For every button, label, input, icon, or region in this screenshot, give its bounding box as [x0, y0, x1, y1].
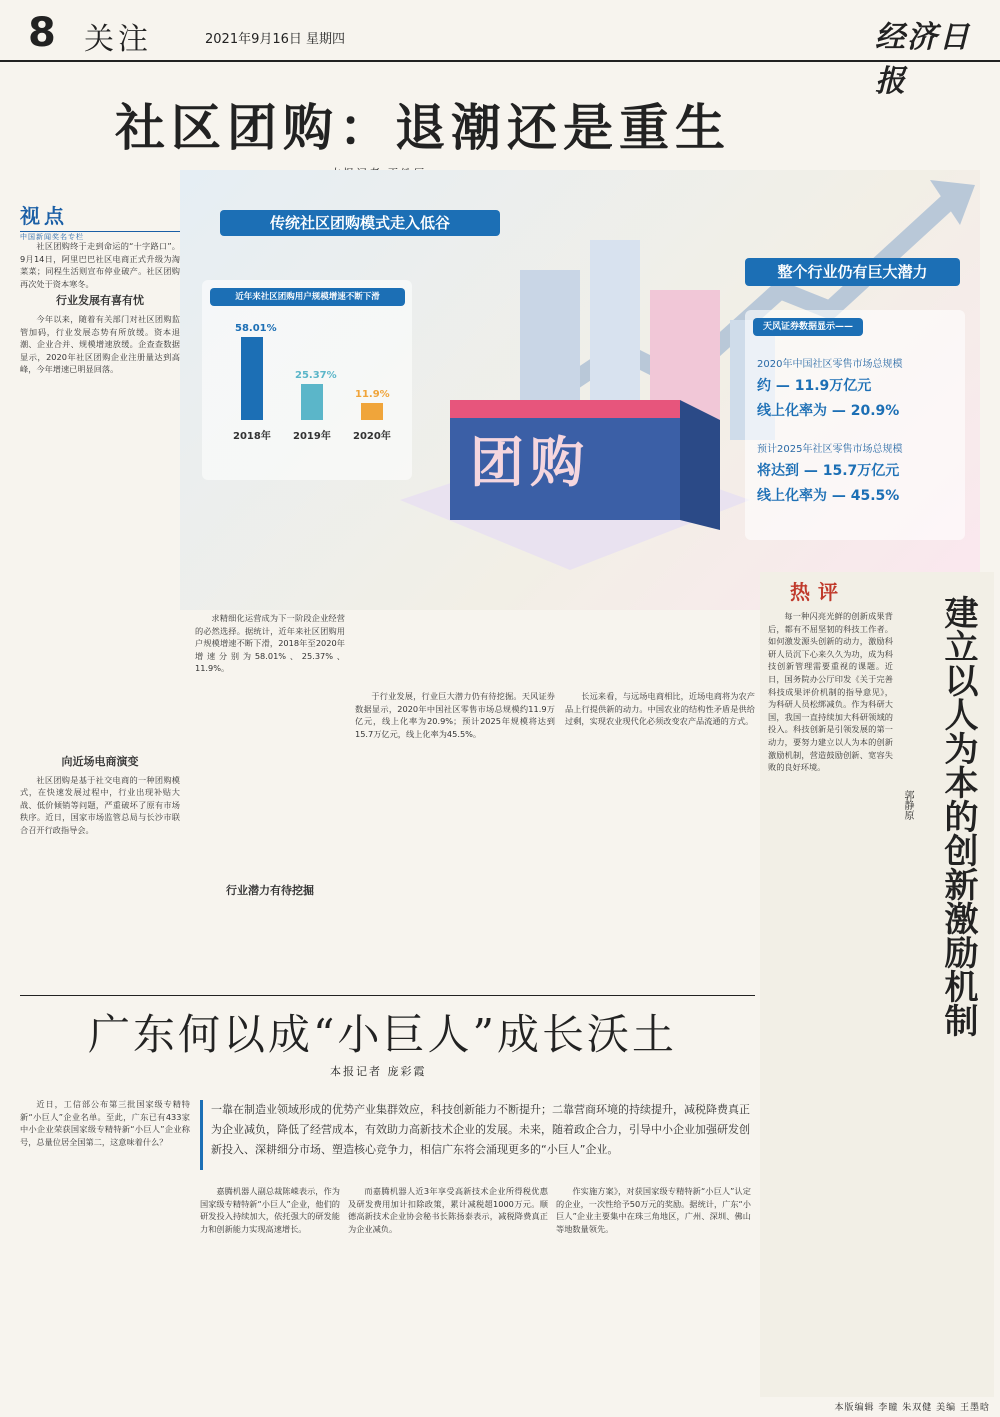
- comment-author: 郭静原: [902, 790, 913, 820]
- article1-col2-text: 求精细化运营成为下一阶段企业经营的必然选择。据统计，近年来社区团购用户规模增速不断下滑，2018年至2020年增速分别为58.01%、25.37%、11.9%。: [195, 613, 345, 674]
- chart-value-label: 11.9%: [355, 389, 390, 400]
- article2-col4-text: 作实施方案》，对获国家级专精特新“小巨人”认定的企业，一次性给予50万元的奖励。据统计，广东“小巨人”企业主要集中在珠三角地区，广州、深圳、佛山等地数量领先。: [556, 1186, 751, 1234]
- chart-category-label: 2019年: [293, 431, 331, 442]
- article1-column4: [565, 690, 755, 990]
- chart-value-label: 25.37%: [295, 369, 337, 381]
- article2-headline: 广东何以成“小巨人”成长沃土: [88, 1010, 677, 1059]
- article2-summary: 一靠在制造业领域形成的优势产业集群效应，科技创新能力不断提升；二靠营商环境的持续提升，减税降费真正为企业减负，降低了经营成本，有效助力高新技术企业的发展。未来，随着政企合力，引导中小企业加强研发创新投入、深耕细分市场、塑造核心竞争力，相信广东将会涌现更多的“小巨人”企业。: [200, 1100, 755, 1170]
- viewpoint-subtitle: 中国新闻奖名专栏: [20, 231, 180, 242]
- chart-value-label: 58.01%: [235, 323, 277, 335]
- viewpoint-title: 视点: [20, 204, 68, 228]
- article2-col3-text: 而嘉腾机器人近3年享受高新技术企业所得税优惠及研发费用加计扣除政策，累计减税超1000万元。顺德高新技术企业协会秘书长陈扬泰表示，减税降费真正为企业减负。: [348, 1186, 548, 1234]
- store-sign: 团购: [470, 431, 590, 494]
- article2-col2-text: 嘉腾机器人副总裁陈嵘表示，作为国家级专精特新“小巨人”企业，他们的研发投入持续加大，依托强大的研发能力和创新能力实现高速增长。: [200, 1186, 340, 1234]
- stat-2025-title: 预计2025年社区零售市场总规模: [757, 444, 903, 455]
- article1-col4-text: 长远来看，与远场电商相比，近场电商将为农产品上行提供新的动力。中国农业的结构性矛盾是供给过剩，实现农业现代化必须改变农产品流通的方式。: [565, 691, 755, 727]
- stat-2020-title: 2020年中国社区零售市场总规模: [757, 359, 903, 370]
- article1-column3: [355, 690, 555, 990]
- banner-potential: 整个行业仍有巨大潜力: [745, 258, 960, 286]
- chart-category-label: 2020年: [353, 431, 391, 442]
- comment-label: 热评: [790, 580, 846, 604]
- article1-subhead2: 向近场电商演变: [61, 754, 139, 768]
- article1-column2: [195, 612, 345, 942]
- article2-column1: [20, 1098, 190, 1398]
- chart-category-label: 2018年: [233, 431, 271, 442]
- comment-body: 每一种闪亮光鲜的创新成果背后，都有不屈坚韧的科技工作者。如何激发源头创新的动力，激励科研人员沉下心来久久为功，成为科技创新管理需要重视的课题。近日，国务院办公厅印发《关于完善科技成果评价机制的指导意见》，为科研人员松绑减负。作为科研大国，我国一直持续加大科研领域的投入。科技创新是引领发展的第一动力，要努力建立以人为本的创新激励机制，营造鼓励创新、宽容失败的良好环境。: [768, 611, 893, 773]
- stat-2020-online: 线上化率为 — 20.9%: [757, 403, 900, 419]
- article1-col3-text: 于行业发展，行业巨大潜力仍有待挖掘。天风证券数据显示，2020年中国社区零售市场总规模约11.9万亿元，线上化率为20.9%；预计2025年规模将达到15.7万亿元，线上化率为45.5%。: [355, 691, 555, 739]
- stat-2020-size: 约 — 11.9万亿元: [757, 378, 872, 394]
- comment-headline: 建立以人为本的创新激励机制: [938, 595, 978, 1037]
- article1-text1: 今年以来，随着有关部门对社区团购监管加码，行业发展态势有所放缓。资本退潮、企业合并、规模增速放缓。企查查数据显示，2020年社区团购企业注册量达到高峰，今年增速已明显回落。: [20, 313, 180, 375]
- chart-bar: [301, 384, 323, 420]
- article1-headline: 社区团购：退潮还是重生: [115, 99, 731, 157]
- article2-column3: [348, 1185, 548, 1400]
- infographic: [180, 170, 980, 610]
- chart-title: 近年来社区团购用户规模增速不断下滑: [210, 288, 405, 306]
- issue-date: 2021年9月16日 星期四: [205, 32, 346, 47]
- page-number: 8: [28, 10, 56, 56]
- article1-column1: [20, 240, 180, 995]
- market-stats-panel: [745, 310, 965, 540]
- growth-chart: [202, 280, 412, 480]
- article1-subhead1: 行业发展有喜有忧: [56, 294, 144, 308]
- banner-low-tide: 传统社区团购模式走入低谷: [220, 210, 500, 236]
- viewpoint-label: [20, 200, 180, 241]
- article-divider: [20, 995, 755, 996]
- stat-2025-online: 线上化率为 — 45.5%: [757, 488, 900, 504]
- comment-text-upper: [768, 610, 893, 1090]
- article1-col2-subhead: 行业潜力有待挖掘: [226, 883, 314, 897]
- stat-2025-size: 将达到 — 15.7万亿元: [757, 463, 900, 479]
- chart-plot-area: [222, 320, 402, 450]
- page-editors: 本版编辑 李瞳 朱双健 美编 王墨晗: [834, 1403, 990, 1413]
- article2-column4: [556, 1185, 751, 1400]
- article2-column2: [200, 1185, 340, 1400]
- article2-col1-text: 近日，工信部公布第三批国家级专精特新“小巨人”企业名单。至此，广东已有433家中小企业荣获国家级专精特新“小巨人”企业称号，总量位居全国第二，这意味着什么？: [20, 1099, 190, 1147]
- chart-bar: [241, 337, 263, 420]
- chart-bar: [361, 403, 383, 420]
- article1-text2: 社区团购是基于社交电商的一种团购模式，在快速发展过程中，行业出现补贴大战、低价倾销等问题，严重破坏了原有市场秩序。近日，国家市场监管总局与长沙市联合召开行政指导会。: [20, 774, 180, 835]
- masthead-logo: 经济日报: [875, 20, 971, 99]
- stat-source: 天风证券数据显示——: [753, 318, 863, 336]
- section-label: 关注: [84, 22, 152, 57]
- article2-byline: 本报记者 庞彩霞: [330, 1065, 427, 1078]
- article1-lead: 社区团购终于走到命运的“十字路口”。9月14日，阿里巴巴社区电商正式升级为淘菜菜；同程生活则宣布停业破产。社区团购再次处于资本寒冬。: [20, 241, 180, 289]
